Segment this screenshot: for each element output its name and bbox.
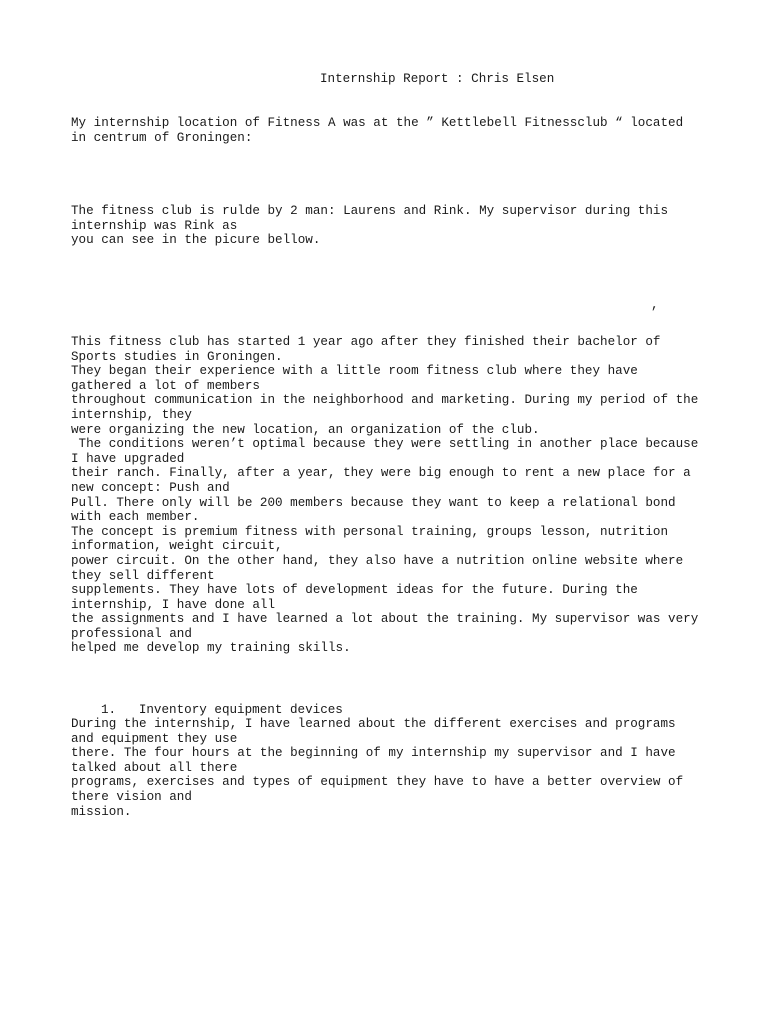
document-title: Internship Report : Chris Elsen: [320, 72, 555, 86]
text-line: were organizing the new location, an organization of the club.: [71, 422, 540, 437]
text-line: I have upgraded: [71, 451, 185, 466]
text-line: internship was Rink as: [71, 218, 238, 233]
text-line: They began their experience with a little room fitness club where they have: [71, 364, 638, 379]
text-line: information, weight circuit,: [71, 539, 283, 554]
history-paragraph: [71, 335, 698, 656]
text-line: The fitness club is rulde by 2 man: Laurens and Rink. My supervisor during this: [71, 204, 669, 218]
text-line: My internship location of Fitness A was at the ” Kettlebell Fitnessclub “ located: [71, 116, 684, 130]
text-line: in centrum of Groningen:: [71, 130, 253, 145]
text-line: mission.: [71, 804, 132, 819]
text-line: throughout communication in the neighborhood and marketing. During my period of the: [71, 393, 699, 408]
section-1-paragraph: [71, 717, 683, 819]
text-line: there. The four hours at the beginning of my internship my supervisor and I have: [71, 746, 676, 761]
text-line: there vision and: [71, 789, 192, 804]
text-line: During the internship, I have learned about the different exercises and programs: [71, 717, 676, 731]
text-line: they sell different: [71, 568, 215, 583]
text-line: The concept is premium fitness with personal training, groups lesson, nutrition: [71, 524, 669, 539]
stray-comma: ,: [651, 298, 659, 312]
text-line: new concept: Push and: [71, 480, 230, 495]
text-line: helped me develop my training skills.: [71, 641, 351, 656]
section-number: 1.: [101, 703, 117, 717]
text-line: Sports studies in Groningen.: [71, 349, 283, 364]
text-line: their ranch. Finally, after a year, they were big enough to rent a new place for a: [71, 466, 691, 481]
text-line: with each member.: [71, 510, 200, 525]
supervisor-paragraph: [71, 204, 668, 248]
text-line: internship, I have done all: [71, 597, 276, 612]
section-heading: [101, 703, 343, 717]
text-line: programs, exercises and types of equipment they have to have a better overview of: [71, 775, 684, 790]
text-line: the assignments and I have learned a lot about the training. My supervisor was very: [71, 612, 699, 627]
text-line: professional and: [71, 626, 192, 641]
text-line: and equipment they use: [71, 731, 238, 746]
text-line: Pull. There only will be 200 members because they want to keep a relational bond: [71, 495, 676, 510]
text-line: supplements. They have lots of development ideas for the future. During the: [71, 583, 638, 598]
text-line: gathered a lot of members: [71, 378, 260, 393]
text-line: The conditions weren’t optimal because they were settling in another place because: [71, 437, 699, 452]
text-line: power circuit. On the other hand, they also have a nutrition online website where: [71, 553, 684, 568]
text-line: you can see in the picure bellow.: [71, 233, 321, 248]
intro-paragraph: [71, 116, 683, 145]
section-title: Inventory equipment devices: [138, 703, 343, 717]
text-line: talked about all there: [71, 760, 238, 775]
text-line: internship, they: [71, 407, 192, 422]
text-line: This fitness club has started 1 year ago after they finished their bachelor of: [71, 335, 661, 349]
